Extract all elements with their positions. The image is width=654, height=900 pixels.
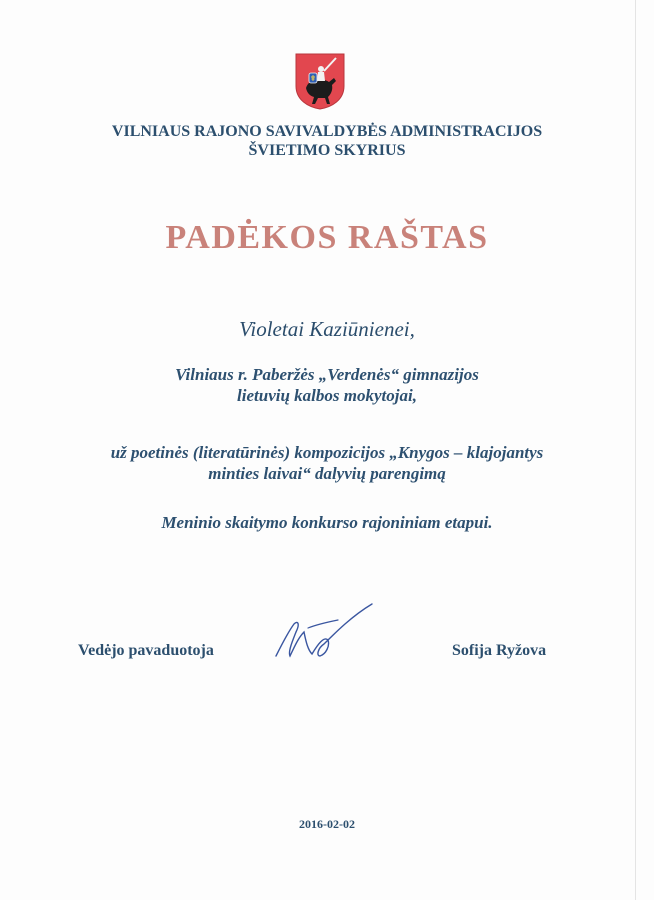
handwritten-signature bbox=[268, 598, 380, 670]
org-line-1: VILNIAUS RAJONO SAVIVALDYBĖS ADMINISTRACIJOS bbox=[111, 123, 543, 140]
school-line-2: lietuvių kalbos mokytojai, bbox=[237, 386, 417, 405]
org-line-2: ŠVIETIMO SKYRIUS bbox=[248, 142, 406, 159]
certificate-title: PADĖKOS RAŠTAS bbox=[165, 219, 489, 256]
reason-line-2: minties laivai“ dalyvių parengimą bbox=[208, 464, 446, 483]
coat-of-arms-icon bbox=[294, 52, 346, 110]
document-date: 2016-02-02 bbox=[299, 817, 355, 831]
signer-name: Sofija Ryžova bbox=[452, 642, 547, 659]
signer-position: Vedėjo pavaduotoja bbox=[78, 642, 214, 659]
school-paragraph bbox=[0, 364, 654, 406]
reason-line-1: už poetinės (literatūrinės) kompozicijos „Knygos – klajojantys bbox=[110, 443, 544, 462]
school-line-1: Vilniaus r. Paberžės „Verdenės“ gimnazijos bbox=[175, 365, 479, 384]
event-paragraph: Meninio skaitymo konkurso rajoniniam etapui. bbox=[161, 513, 493, 532]
organization-header bbox=[0, 122, 654, 160]
recipient-name: Violetai Kaziūnienei, bbox=[239, 317, 415, 341]
reason-paragraph bbox=[0, 442, 654, 484]
